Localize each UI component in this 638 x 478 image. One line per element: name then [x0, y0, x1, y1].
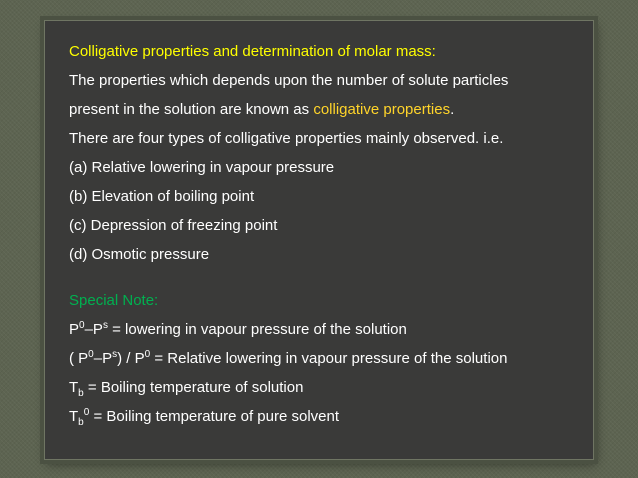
colligative-properties-highlight: colligative properties: [313, 101, 451, 118]
type-item-d: (d) Osmotic pressure: [69, 246, 210, 263]
slide-title: Colligative properties and determination of molar mass:: [69, 43, 436, 60]
note1-sup-0: 0: [79, 320, 85, 331]
note3-t: T: [69, 379, 79, 396]
note4-sub-b: b: [78, 417, 84, 428]
note-lowering-vapour-pressure: [69, 321, 407, 339]
note-boiling-temperature-solvent: [69, 408, 339, 426]
note4-t: T: [69, 408, 79, 425]
note2-open: ( P: [69, 350, 89, 367]
note2-text: = Relative lowering in vapour pressure of the solution: [150, 350, 508, 367]
note4-sup-0: 0: [83, 407, 90, 418]
note4-text: = Boiling temperature of pure solvent: [89, 408, 340, 425]
special-note-label: Special Note:: [69, 292, 159, 309]
types-intro: There are four types of colligative properties mainly observed. i.e.: [69, 130, 504, 147]
intro-line-1: The properties which depends upon the number of solute particles: [69, 72, 509, 89]
note-relative-lowering: [69, 350, 507, 368]
intro-line-2: [69, 101, 454, 119]
note1-text: = lowering in vapour pressure of the solution: [107, 321, 407, 338]
note1-ps: –P: [84, 321, 103, 338]
type-item-c: (c) Depression of freezing point: [69, 217, 278, 234]
note3-sub-b: b: [78, 388, 84, 399]
note1-sup-s: s: [102, 320, 108, 331]
note2-sup-0b: 0: [144, 349, 151, 360]
note1-p: P: [69, 321, 80, 338]
type-item-b: (b) Elevation of boiling point: [69, 188, 255, 205]
note2-mid: ) / P: [117, 350, 145, 367]
intro-line-2-prefix: present in the solution are known as: [69, 101, 314, 118]
note-boiling-temperature-solution: [69, 379, 303, 397]
note2-ps: –P: [93, 350, 113, 367]
type-item-a: (a) Relative lowering in vapour pressure: [69, 159, 335, 176]
intro-line-2-suffix: .: [450, 101, 455, 118]
note2-sup-s: s: [112, 349, 118, 360]
note2-sup-0: 0: [88, 349, 94, 360]
note3-text: = Boiling temperature of solution: [83, 379, 304, 396]
